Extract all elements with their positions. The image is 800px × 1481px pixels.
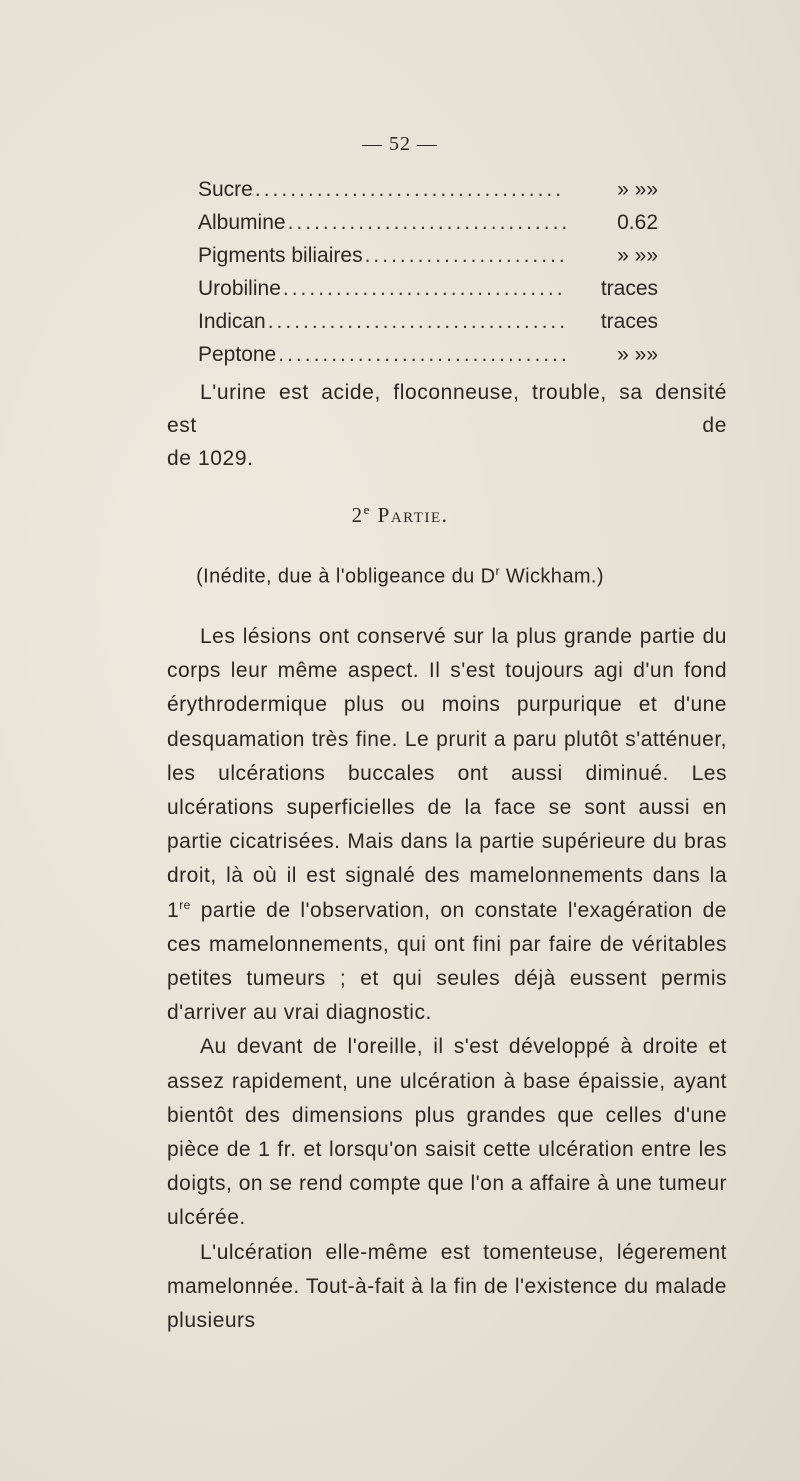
source-note — [0, 564, 800, 589]
section-number-sup: e — [363, 502, 371, 517]
source-note-before: (Inédite, due à l'obligeance du D — [196, 565, 496, 588]
paragraph-lesions-part1: Les lésions ont conservé sur la plus grande partie du corps leur même aspect. Il s'est toujours agi d'un fond érythrodermique plus ou moins purpurique et d'une desquamation très fine. Le prurit a paru plutôt s'atténuer, les ulcérations buccales ont aussi diminué. Les ulcérations superficielles de la face se sont aussi en partie cicatrisées. Mais dans la partie supérieure du bras droit, là où il est signalé des mamelonnements dans la 1 — [167, 625, 727, 922]
section-number: 2 — [351, 503, 364, 527]
paragraph-lesions — [167, 620, 727, 1030]
section-title: Partie. — [377, 503, 449, 527]
analysis-label: Indican — [198, 310, 266, 333]
analysis-label: Urobiline — [198, 277, 281, 300]
urine-line-2: de 1029. — [167, 447, 254, 470]
analysis-label: Albumine — [198, 211, 286, 234]
analysis-row-peptone — [198, 343, 658, 376]
leader-dots — [278, 343, 566, 367]
section-heading — [0, 502, 800, 528]
paragraph-ulceration: L'ulcération elle-même est tomenteuse, légerement mamelonnée. Tout-à-fait à la fin de l'existence du malade plusieurs — [167, 1240, 727, 1333]
leader-dots — [255, 178, 566, 202]
analysis-label: Pigments biliaires — [198, 244, 363, 267]
analysis-label: Peptone — [198, 343, 277, 366]
leader-dots — [365, 244, 566, 268]
leader-dots — [288, 211, 566, 235]
body-text — [167, 620, 727, 1338]
analysis-row-urobiline — [198, 277, 658, 310]
urine-analysis-table — [198, 178, 658, 376]
analysis-value: » »» — [617, 343, 658, 366]
analysis-label: Sucre — [198, 178, 253, 201]
analysis-value: 0.62 — [617, 211, 658, 234]
paragraph-lesions-sup: re — [179, 897, 191, 912]
leader-dots — [268, 310, 566, 334]
analysis-value: traces — [600, 310, 658, 333]
analysis-row-sucre — [198, 178, 658, 211]
analysis-row-pigments — [198, 244, 658, 277]
analysis-row-indican — [198, 310, 658, 343]
page-number: — 52 — — [362, 133, 438, 155]
analysis-value: » »» — [617, 244, 658, 267]
analysis-row-albumine — [198, 211, 658, 244]
leader-dots — [283, 277, 566, 301]
analysis-value: traces — [600, 277, 658, 300]
urine-paragraph — [167, 376, 727, 475]
paragraph-lesions-part2: partie de l'observation, on constate l'exagération de ces mamelonnements, qui ont fini par faire de véritables petites tumeurs ; et qui seules déjà eussent permis d'arriver au vrai diagnostic. — [167, 898, 727, 1025]
source-note-sup: r — [495, 564, 500, 578]
source-note-after: Wickham.) — [499, 565, 604, 588]
urine-line-1: L'urine est acide, floconneuse, trouble, sa densité est de — [167, 381, 727, 437]
paragraph-oreille: Au devant de l'oreille, il s'est développé à droite et assez rapidement, une ulcération à base épaissie, ayant bientôt des dimensions plus grandes que celles d'une pièce de 1 fr. et lorsqu'on saisit cette ulcération entre les doigts, on se rend compte que l'on a affaire à une tumeur ulcérée. — [167, 1035, 727, 1230]
analysis-value: » »» — [617, 178, 658, 201]
